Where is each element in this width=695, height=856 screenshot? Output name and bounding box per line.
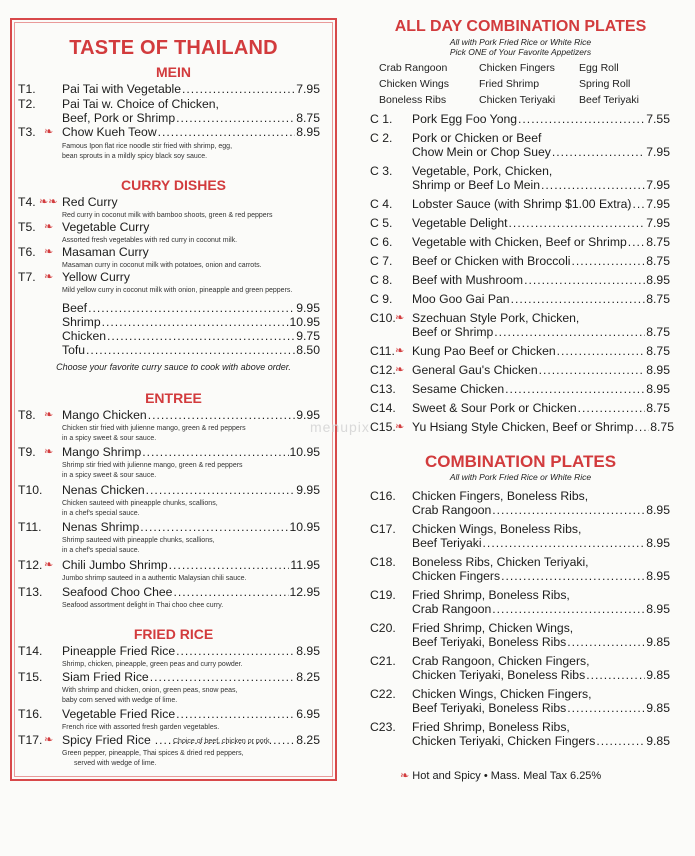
item-number: C17.: [370, 522, 396, 536]
item-price: 10.95: [289, 520, 320, 534]
price-option-price: 9.75: [296, 329, 320, 343]
item-name: Mango Shrimp: [62, 445, 142, 459]
item-number: T6.: [18, 245, 36, 259]
chili-pepper-icon: ❧❧: [39, 196, 58, 208]
item-number: C 7.: [370, 254, 393, 268]
item-description: Seafood assortment delight in Thai choo chee curry.: [62, 602, 224, 609]
item-price: 7.95: [646, 145, 670, 159]
item-price: 9.95: [296, 483, 320, 497]
item-price: 8.95: [296, 644, 320, 658]
item-price: 6.95: [296, 707, 320, 721]
item-number: C19.: [370, 588, 396, 602]
item-price: 11.95: [290, 558, 320, 572]
item-name: Lobster Sauce (with Shrimp $1.00 Extra): [412, 197, 632, 211]
item-number: C18.: [370, 555, 396, 569]
item-number: T13.: [18, 585, 43, 599]
item-name: Chicken Teriyaki, Chicken Fingers: [412, 734, 596, 748]
item-number: C11.: [370, 344, 395, 358]
item-name-line1: Pork or Chicken or Beef: [412, 131, 542, 145]
item-name: Chow Mein or Chop Suey: [412, 145, 551, 159]
item-price: 8.75: [646, 401, 670, 415]
item-price: 7.95: [646, 197, 670, 211]
item-name: Spicy Fried Rice: [62, 733, 151, 747]
item-name: Vegetable Curry: [62, 220, 150, 234]
item-number: T4.: [18, 195, 36, 209]
item-name: Crab Rangoon: [412, 602, 492, 616]
item-price: 9.85: [646, 635, 670, 649]
item-description: With shrimp and chicken, onion, green peas, snow peas,: [62, 687, 238, 694]
appetizer-option: Spring Roll: [579, 78, 631, 90]
chili-pepper-icon: ❧: [44, 271, 54, 283]
appetizer-option: Chicken Wings: [379, 78, 450, 90]
item-description: in a spicy sweet & sour sauce.: [62, 472, 157, 479]
item-number: T14.: [18, 644, 43, 658]
item-price: 8.95: [646, 536, 670, 550]
page-title: TASTE OF THAILAND: [69, 37, 278, 59]
item-name: Nenas Chicken: [62, 483, 145, 497]
price-option-name: Tofu: [62, 343, 86, 357]
item-name: Beef Teriyaki: [412, 536, 482, 550]
item-price: 8.25: [296, 733, 320, 747]
item-number: T1.: [18, 82, 36, 96]
item-name-line1: Fried Shrimp, Boneless Ribs,: [412, 588, 570, 602]
item-name-line1: Chicken Fingers, Boneless Ribs,: [412, 489, 589, 503]
item-name: Sesame Chicken: [412, 382, 505, 396]
item-price: 10.95: [289, 445, 320, 459]
thai-menu-panel: [10, 18, 337, 781]
legend-hot-spicy: Hot and Spicy: [412, 770, 481, 782]
item-name: Siam Fried Rice: [62, 670, 149, 684]
item-number: C20.: [370, 621, 396, 635]
item-name: Chili Jumbo Shrimp: [62, 558, 168, 572]
appetizer-option: Chicken Fingers: [479, 62, 555, 74]
chili-pepper-icon: ❧: [395, 421, 405, 433]
item-name-line1: Boneless Ribs, Chicken Teriyaki,: [412, 555, 589, 569]
item-number: C13.: [370, 382, 396, 396]
chili-pepper-icon: ❧: [400, 770, 410, 782]
price-option-price: 10.95: [289, 315, 320, 329]
item-number: T11.: [18, 520, 42, 534]
item-description: Shrimp stir fried with julienne mango, green & red peppers: [62, 462, 243, 469]
item-name: Beef or Shrimp: [412, 325, 494, 339]
item-description: Red curry in coconut milk with bamboo shoots, green & red peppers: [62, 212, 273, 219]
appetizer-option: Egg Roll: [579, 62, 619, 74]
item-number: T17.: [18, 733, 43, 747]
item-price: 8.75: [646, 344, 670, 358]
item-price: 12.95: [289, 585, 320, 599]
item-price: 8.95: [646, 503, 670, 517]
item-price: 8.25: [296, 670, 320, 684]
item-name: Vegetable Delight: [412, 216, 508, 230]
item-name: Beef Teriyaki, Boneless Ribs: [412, 635, 567, 649]
combo-plates-subtitle: All with Pork Fried Rice or White Rice: [449, 472, 592, 482]
appetizer-option: Fried Shrimp: [479, 78, 540, 90]
item-name: Beef Teriyaki, Boneless Ribs: [412, 701, 567, 715]
price-option-name: Shrimp: [62, 315, 101, 329]
item-name: Beef or Chicken with Broccoli: [412, 254, 571, 268]
chili-pepper-icon: ❧: [395, 364, 405, 376]
item-description: Chicken stir fried with julienne mango, green & red peppers: [62, 425, 246, 432]
item-number: C 4.: [370, 197, 393, 211]
item-description: French rice with assorted fresh garden vegetables.: [62, 724, 220, 731]
item-inline-note: Choice of beef, chicken or pork: [173, 738, 270, 745]
item-number: C22.: [370, 687, 396, 701]
item-number: C16.: [370, 489, 396, 503]
item-name: Seafood Choo Chee: [62, 585, 173, 599]
item-number: C 6.: [370, 235, 393, 249]
item-description: Famous Ipon flat rice noodle stir fried with shrimp, egg,: [62, 143, 233, 150]
all-day-combo-subtitle2: Pick ONE of Your Favorite Appetizers: [449, 47, 592, 57]
chili-pepper-icon: ❧: [395, 345, 405, 357]
combo-plates-title: COMBINATION PLATES: [424, 452, 617, 471]
item-price: 9.85: [646, 734, 670, 748]
chili-pepper-icon: ❧: [44, 446, 54, 458]
chili-pepper-icon: ❧: [44, 559, 54, 571]
item-number: C14.: [370, 401, 396, 415]
item-price: 7.55: [646, 112, 670, 126]
legend-meal-tax: Mass. Meal Tax 6.25%: [490, 770, 602, 782]
item-price: 9.85: [646, 701, 670, 715]
chili-pepper-icon: ❧: [44, 734, 54, 746]
item-description: Jumbo shrimp sauteed in a authentic Malaysian chili sauce.: [62, 575, 247, 582]
item-price: 8.75: [646, 235, 670, 249]
item-name: Beef with Mushroom: [412, 273, 524, 287]
item-description: in a chef's special sauce.: [62, 510, 140, 517]
item-name: Shrimp or Beef Lo Mein: [412, 178, 541, 192]
item-number: T16.: [18, 707, 43, 721]
item-name: Sweet & Sour Pork or Chicken: [412, 401, 577, 415]
item-description: bean sprouts in a mildly spicy black soy sauce.: [62, 153, 208, 160]
item-number: C 5.: [370, 216, 393, 230]
item-price: 8.95: [646, 382, 670, 396]
item-number: T10.: [18, 483, 43, 497]
item-name: Chicken Fingers: [412, 569, 501, 583]
item-number: C 8.: [370, 273, 393, 287]
item-number: C12.: [370, 363, 396, 377]
item-name: Mango Chicken: [62, 408, 147, 422]
item-number: C 9.: [370, 292, 393, 306]
watermark: menupix: [310, 419, 370, 435]
item-number: T5.: [18, 220, 36, 234]
item-name-line1: Chicken Wings, Chicken Fingers,: [412, 687, 592, 701]
item-number: T7.: [18, 270, 36, 284]
item-name: Red Curry: [62, 195, 118, 209]
item-price: 9.95: [296, 408, 320, 422]
item-name: Kung Pao Beef or Chicken: [412, 344, 556, 358]
item-name: Vegetable with Chicken, Beef or Shrimp: [412, 235, 627, 249]
item-description: Green pepper, pineapple, Thai spices & dried red peppers,: [62, 750, 244, 757]
item-price: 8.75: [296, 111, 320, 125]
item-description: Shrimp, chicken, pineapple, green peas and curry powder.: [62, 661, 243, 668]
item-number: C 1.: [370, 112, 393, 126]
item-number: T8.: [18, 408, 36, 422]
chili-pepper-icon: ❧: [44, 221, 54, 233]
item-price: 8.75: [650, 420, 674, 434]
item-number: C15.: [370, 420, 396, 434]
item-price: 8.75: [646, 254, 670, 268]
price-option-price: 9.95: [296, 301, 320, 315]
curry-note: Choose your favorite curry sauce to cook with above order.: [56, 362, 291, 372]
item-description: Shrimp sauteed with pineapple chunks, scallions,: [62, 537, 215, 544]
section-heading-curry: CURRY DISHES: [120, 177, 227, 193]
item-name-line1: Vegetable, Pork, Chicken,: [412, 164, 553, 178]
appetizer-option: Boneless Ribs: [379, 94, 447, 106]
item-price: 8.75: [646, 325, 670, 339]
item-number: T9.: [18, 445, 36, 459]
item-price: 7.95: [646, 178, 670, 192]
price-option-name: Chicken: [62, 329, 107, 343]
all-day-combo-subtitle: All with Pork Fried Rice or White Rice: [449, 37, 592, 47]
item-price: 8.95: [646, 602, 670, 616]
item-price: 8.95: [646, 569, 670, 583]
item-name: Nenas Shrimp: [62, 520, 140, 534]
item-name: Yu Hsiang Style Chicken, Beef or Shrimp: [412, 420, 634, 434]
item-number: C 2.: [370, 131, 393, 145]
item-price: 7.95: [296, 82, 320, 96]
item-name: General Gau's Chicken: [412, 363, 538, 377]
section-heading-entree: ENTREE: [145, 390, 202, 406]
legend: [400, 769, 601, 782]
item-price: 8.95: [646, 363, 670, 377]
item-number: T3.: [18, 125, 36, 139]
chili-pepper-icon: ❧: [44, 126, 54, 138]
item-name-line1: Fried Shrimp, Chicken Wings,: [412, 621, 574, 635]
item-description: baby corn served with wedge of lime.: [62, 697, 178, 704]
item-price: 9.85: [646, 668, 670, 682]
section-heading-mein: MEIN: [156, 64, 191, 80]
item-price: 7.95: [646, 216, 670, 230]
item-number: C21.: [370, 654, 396, 668]
item-description: Chicken sauteed with pineapple chunks, scallions,: [62, 500, 218, 507]
item-name-line1: Crab Rangoon, Chicken Fingers,: [412, 654, 590, 668]
appetizer-option: Chicken Teriyaki: [479, 94, 556, 106]
item-name-line1: Chicken Wings, Boneless Ribs,: [412, 522, 582, 536]
chili-pepper-icon: ❧: [395, 312, 405, 324]
item-name: Pineapple Fried Rice: [62, 644, 176, 658]
chili-pepper-icon: ❧: [44, 246, 54, 258]
item-description: in a chef's special sauce.: [62, 547, 140, 554]
item-description: served with wedge of lime.: [74, 760, 157, 767]
item-name: Moo Goo Gai Pan: [412, 292, 510, 306]
item-description: Assorted fresh vegetables with red curry in coconut milk.: [62, 237, 238, 244]
item-name-line1: Szechuan Style Pork, Chicken,: [412, 311, 580, 325]
item-number: T2.: [18, 97, 36, 111]
appetizer-option: Beef Teriyaki: [579, 94, 639, 106]
item-number: T12.: [18, 558, 43, 572]
item-description: Masaman curry in coconut milk with potatoes, onion and carrots.: [62, 262, 262, 269]
item-name: Chow Kueh Teow: [62, 125, 157, 139]
legend-separator: •: [483, 770, 488, 782]
item-price: 8.95: [646, 273, 670, 287]
item-name: Pork Egg Foo Yong: [412, 112, 518, 126]
item-price: 8.75: [646, 292, 670, 306]
item-name: Chicken Teriyaki, Boneless Ribs: [412, 668, 586, 682]
item-number: C23.: [370, 720, 396, 734]
item-price: 8.95: [296, 125, 320, 139]
item-name: Yellow Curry: [62, 270, 130, 284]
item-description: Mild yellow curry in coconut milk with onion, pineapple and green peppers.: [62, 287, 293, 294]
section-heading-fried-rice: FRIED RICE: [133, 626, 214, 642]
all-day-combo-title: ALL DAY COMBINATION PLATES: [394, 18, 647, 35]
item-name: Vegetable Fried Rice: [62, 707, 176, 721]
item-name: Beef, Pork or Shrimp: [62, 111, 176, 125]
item-number: C 3.: [370, 164, 393, 178]
item-name: Crab Rangoon: [412, 503, 492, 517]
price-option-price: 8.50: [296, 343, 320, 357]
appetizer-option: Crab Rangoon: [379, 62, 448, 74]
chili-pepper-icon: ❧: [44, 409, 54, 421]
item-number: T15.: [18, 670, 43, 684]
item-name: Pai Tai with Vegetable: [62, 82, 182, 96]
item-number: C10.: [370, 311, 396, 325]
item-name-line1: Pai Tai w. Choice of Chicken,: [62, 97, 219, 111]
item-name-line1: Fried Shrimp, Boneless Ribs,: [412, 720, 570, 734]
item-name: Masaman Curry: [62, 245, 149, 259]
item-description: in a spicy sweet & sour sauce.: [62, 435, 157, 442]
price-option-name: Beef: [62, 301, 88, 315]
